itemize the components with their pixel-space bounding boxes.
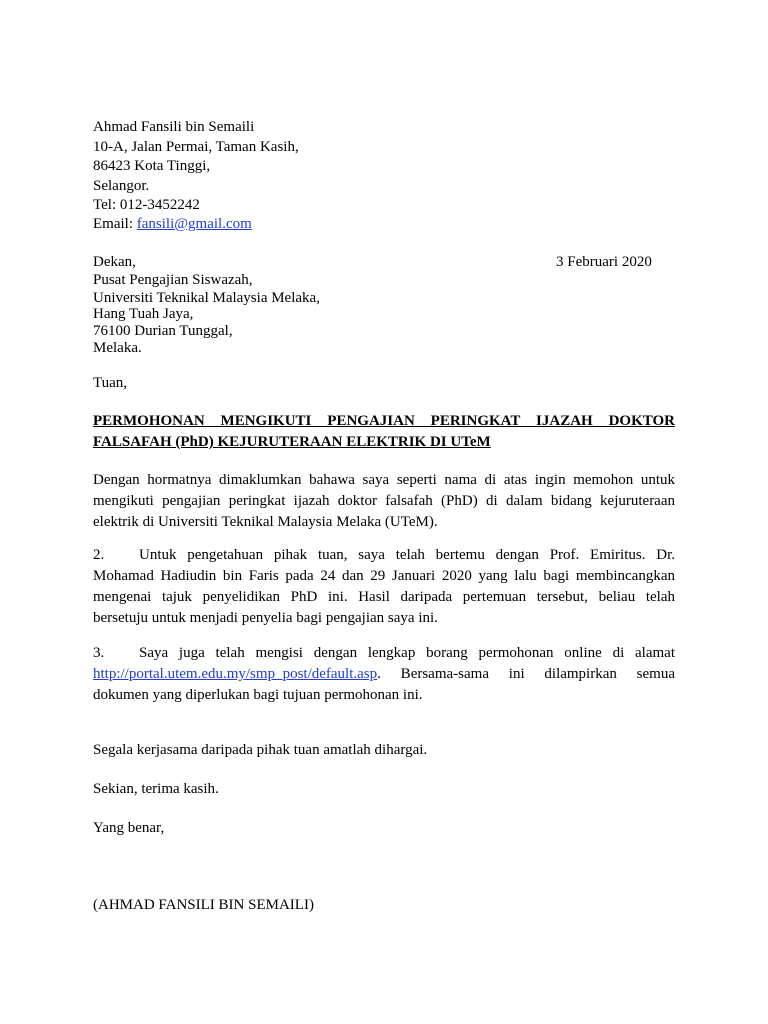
- paragraph-3-line3: dokumen yang diperlukan bagi tujuan permohonan ini.: [93, 687, 423, 703]
- closing-yours: Yang benar,: [93, 820, 165, 836]
- portal-url-link[interactable]: http://portal.utem.edu.my/smp_post/default.asp: [93, 666, 378, 682]
- closing-appreciation: Segala kerjasama daripada pihak tuan amatlah dihargai.: [93, 742, 428, 758]
- paragraph-2-number: 2.: [93, 547, 105, 563]
- sender-name: Ahmad Fansili bin Semaili: [93, 119, 255, 135]
- paragraph-3-line1: [93, 643, 675, 664]
- signature-name: (AHMAD FANSILI BIN SEMAILI): [93, 897, 314, 913]
- sender-address-line1: 10-A, Jalan Permai, Taman Kasih,: [93, 139, 299, 155]
- paragraph-3-line1-text: Saya juga telah mengisi dengan lengkap borang permohonan online di alamat: [139, 645, 675, 661]
- paragraph-2-line3: mengenai tajuk penyelidikan PhD ini. Hasil daripada pertemuan tersebut, beliau telah: [93, 589, 675, 605]
- recipient-line1: Dekan,: [93, 254, 136, 270]
- letter-subject: [93, 411, 675, 453]
- paragraph-1-line3: elektrik di Universiti Teknikal Malaysia Melaka (UTeM).: [93, 514, 438, 530]
- recipient-line5: 76100 Durian Tunggal,: [93, 323, 233, 339]
- sender-address-line2: 86423 Kota Tinggi,: [93, 158, 211, 174]
- subject-line1: PERMOHONAN MENGIKUTI PENGAJIAN PERINGKAT IJAZAH DOKTOR: [93, 413, 675, 429]
- paragraph-3-number: 3.: [93, 645, 105, 661]
- paragraph-2: [93, 545, 675, 629]
- sender-email-link[interactable]: fansili@gmail.com: [136, 216, 252, 232]
- paragraph-3: [93, 643, 675, 706]
- paragraph-2-line2: Mohamad Hadiudin bin Faris pada 24 dan 29 Januari 2020 yang lalu bagi membincangkan: [93, 568, 675, 584]
- recipient-line2: Pusat Pengajian Siswazah,: [93, 272, 253, 288]
- sender-email-label: Email:: [93, 216, 137, 232]
- sender-address-line3: Selangor.: [93, 178, 150, 194]
- sender-email-line: [93, 214, 252, 234]
- letter-date: 3 Februari 2020: [556, 254, 652, 270]
- sender-tel: Tel: 012-3452242: [93, 197, 200, 213]
- salutation: Tuan,: [93, 375, 128, 391]
- closing-thanks: Sekian, terima kasih.: [93, 781, 219, 797]
- recipient-line6: Melaka.: [93, 340, 142, 356]
- recipient-line4: Hang Tuah Jaya,: [93, 306, 194, 322]
- paragraph-2-line4: bersetuju untuk menjadi penyelia bagi pengajian saya ini.: [93, 610, 438, 626]
- paragraph-1-line2: mengikuti pengajian peringkat ijazah doktor falsafah (PhD) di dalam bidang kejuruteraan: [93, 493, 675, 509]
- paragraph-3-line2: [93, 664, 675, 685]
- paragraph-2-line1-text: Untuk pengetahuan pihak tuan, saya telah bertemu dengan Prof. Emiritus. Dr.: [139, 547, 675, 563]
- recipient-line3: Universiti Teknikal Malaysia Melaka,: [93, 290, 320, 306]
- subject-line2: FALSAFAH (PhD) KEJURUTERAAN ELEKTRIK DI UTeM: [93, 434, 491, 450]
- paragraph-1-line1: Dengan hormatnya dimaklumkan bahawa saya seperti nama di atas ingin memohon untuk: [93, 472, 675, 488]
- paragraph-2-line1: [93, 545, 675, 566]
- paragraph-1: [93, 470, 675, 533]
- paragraph-3-line2-rest: . Bersama-sama ini dilampirkan semua: [377, 666, 675, 682]
